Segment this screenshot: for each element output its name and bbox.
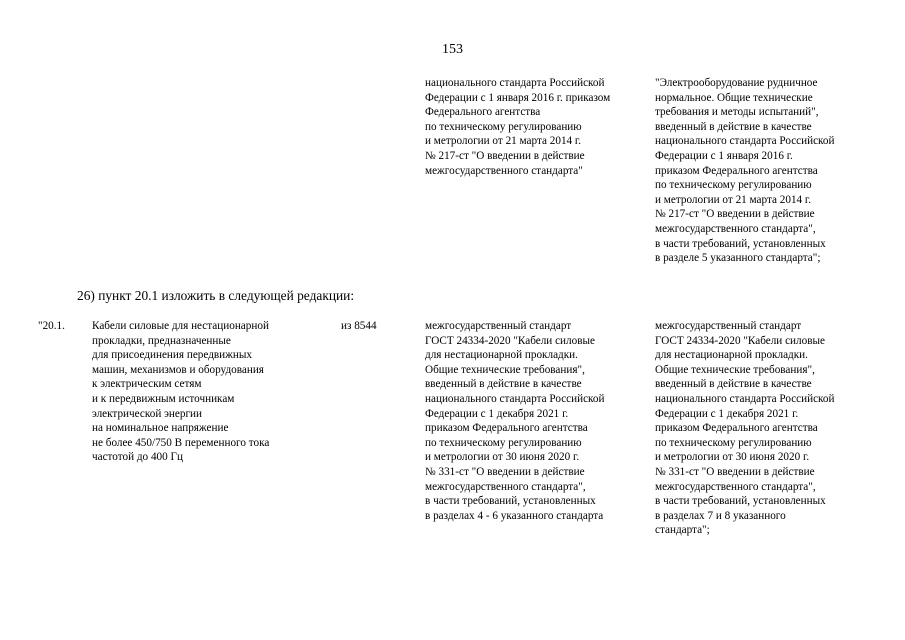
text-line: Федерации с 1 декабря 2021 г. [655, 407, 799, 420]
product-description [92, 319, 269, 465]
text-line: № 331-ст "О введении в действие [655, 465, 815, 478]
text-line: по техническому регулированию [655, 179, 812, 192]
text-line: и метрологии от 21 марта 2014 г. [425, 135, 582, 148]
text-line: введенный в действие в качестве [425, 378, 582, 391]
row-number [38, 319, 65, 334]
text-line: введенный в действие в качестве [655, 120, 812, 133]
text-line: национального стандарта Российской [655, 135, 835, 148]
text-line: № 217-ст "О введении в действие [655, 208, 815, 221]
text-line: межгосударственного стандарта", [425, 480, 586, 493]
text-line: и метрологии от 30 июня 2020 г. [425, 451, 580, 464]
text-line: в разделах 4 - 6 указанного стандарта [425, 509, 604, 522]
text-line: Федерального агентства [425, 106, 541, 119]
text-line: введенный в действие в качестве [655, 378, 812, 391]
text-line: "Электрооборудование рудничное [655, 77, 818, 89]
text-line: межгосударственного стандарта", [655, 222, 816, 235]
text-line: Федерации с 1 января 2016 г. [655, 149, 793, 162]
text-line: по техническому регулированию [655, 436, 812, 449]
text-line: стандарта"; [655, 524, 710, 537]
text-line: в части требований, установленных [425, 495, 596, 508]
row-standard-column [425, 319, 605, 523]
text-line: в разделе 5 указанного стандарта"; [655, 252, 821, 265]
text-line: Общие технические требования", [655, 363, 815, 376]
text-line: № 331-ст "О введении в действие [425, 465, 585, 478]
text-line: электрической энергии [92, 407, 203, 420]
amendment-heading: 26) пункт 20.1 изложить в следующей редакции: [77, 288, 355, 303]
text-line: частотой до 400 Гц [92, 451, 183, 464]
text-line: Федерации с 1 января 2016 г. приказом [425, 91, 611, 104]
text-line: к электрическим сетям [92, 378, 202, 391]
top-standard-column [425, 76, 610, 178]
row-requirements-column [655, 319, 835, 538]
text-line: приказом Федерального агентства [655, 422, 818, 435]
text-line: и метрологии от 30 июня 2020 г. [655, 451, 810, 464]
text-line: прокладки, предназначенные [92, 334, 231, 347]
page-number: 153 [442, 42, 463, 57]
text-line: национального стандарта Российской [425, 77, 605, 89]
text-line: межгосударственного стандарта", [655, 480, 816, 493]
top-requirements-column [655, 76, 835, 266]
text-line: для присоединения передвижных [92, 349, 253, 362]
text-line: и метрологии от 21 марта 2014 г. [655, 193, 812, 206]
text-line: нормальное. Общие технические [655, 91, 813, 104]
text-line: приказом Федерального агентства [655, 164, 818, 177]
text-line: в части требований, установленных [655, 237, 826, 250]
text-line: машин, механизмов и оборудования [92, 363, 264, 376]
text-line: Общие технические требования", [425, 363, 585, 376]
text-line: межгосударственный стандарт [655, 320, 802, 332]
text-line: и к передвижным источникам [92, 392, 235, 405]
text-line: в разделах 7 и 8 указанного [655, 509, 786, 522]
text-line: межгосударственный стандарт [425, 320, 572, 332]
item-number: "20.1. [38, 320, 65, 332]
text-line: ГОСТ 24334-2020 "Кабели силовые [425, 334, 595, 347]
text-line: в части требований, установленных [655, 495, 826, 508]
text-line: Федерации с 1 декабря 2021 г. [425, 407, 569, 420]
text-line: требования и методы испытаний", [655, 106, 819, 119]
text-line: для нестационарной прокладки. [655, 349, 808, 362]
text-line: для нестационарной прокладки. [425, 349, 578, 362]
text-line: ГОСТ 24334-2020 "Кабели силовые [655, 334, 825, 347]
text-line: национального стандарта Российской [425, 392, 605, 405]
product-code [341, 319, 377, 334]
text-line: Кабели силовые для нестационарной [92, 320, 269, 332]
text-line: на номинальное напряжение [92, 422, 229, 435]
text-line: № 217-ст "О введении в действие [425, 149, 585, 162]
text-line: межгосударственного стандарта" [425, 164, 583, 177]
text-line: не более 450/750 В переменного тока [92, 436, 270, 449]
text-line: национального стандарта Российской [655, 392, 835, 405]
tn-ved-code: из 8544 [341, 320, 377, 332]
text-line: по техническому регулированию [425, 436, 582, 449]
text-line: по техническому регулированию [425, 120, 582, 133]
text-line: приказом Федерального агентства [425, 422, 588, 435]
